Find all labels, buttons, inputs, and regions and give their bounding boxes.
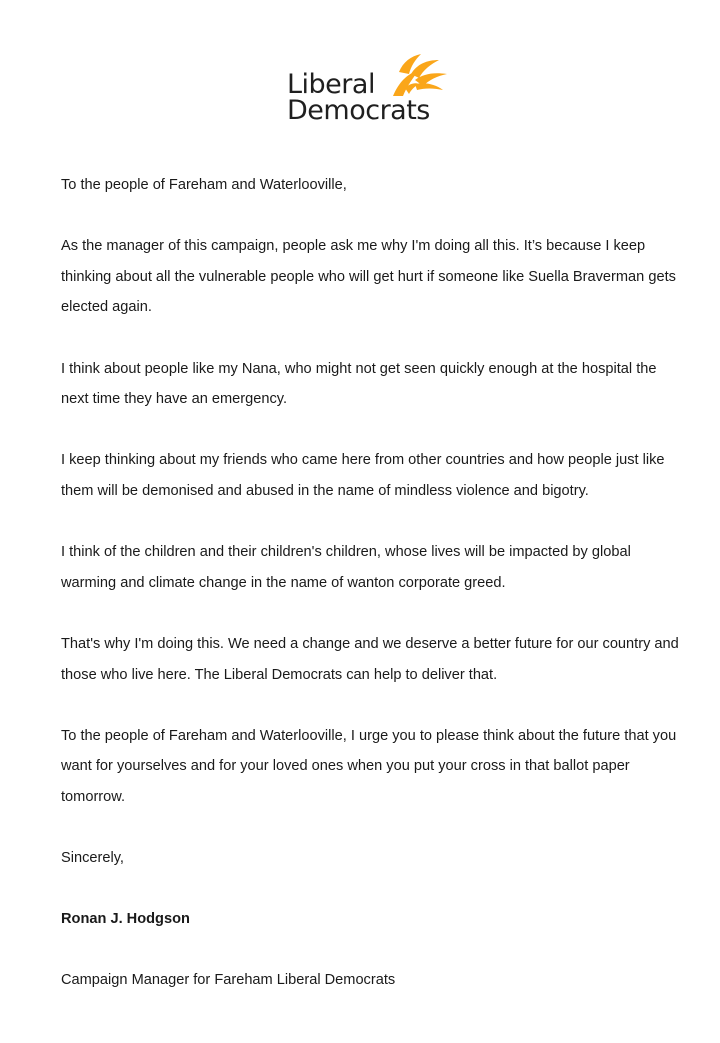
closing: Sincerely, bbox=[61, 850, 124, 867]
letter-body bbox=[61, 170, 681, 1027]
paragraph: I keep thinking about my friends who came here from other countries and how people just like them will be demonised and abused in the name of mindless violence and bigotry. bbox=[61, 452, 665, 499]
logo-line-2: Democrats bbox=[287, 95, 430, 126]
logo-line-1: Liberal bbox=[287, 69, 375, 100]
paragraph: That's why I'm doing this. We need a change and we deserve a better future for our country and those who live here. The Liberal Democrats can help to deliver that. bbox=[61, 635, 679, 683]
salutation: To the people of Fareham and Waterlooville, bbox=[61, 177, 347, 193]
paragraph: I think about people like my Nana, who might not get seen quickly enough at the hospital the next time they have an emergency. bbox=[61, 360, 657, 408]
signatory-role: Campaign Manager for Fareham Liberal Democrats bbox=[61, 972, 396, 989]
party-logo bbox=[287, 52, 457, 132]
paragraph: To the people of Fareham and Waterlooville, I urge you to please think about the future that you want for yourselves and for your loved ones when you put your cross in that ballot paper tomorrow. bbox=[61, 727, 677, 805]
signatory-name: Ronan J. Hodgson bbox=[61, 911, 190, 928]
paragraph: I think of the children and their children's children, whose lives will be impacted by global warming and climate change in the name of wanton corporate greed. bbox=[61, 544, 631, 591]
paragraph: As the manager of this campaign, people ask me why I'm doing all this. It’s because I keep thinking about all the vulnerable people who will get hurt if someone like Suella Braverman gets elected again. bbox=[61, 238, 676, 316]
bird-of-liberty-icon bbox=[385, 52, 449, 98]
